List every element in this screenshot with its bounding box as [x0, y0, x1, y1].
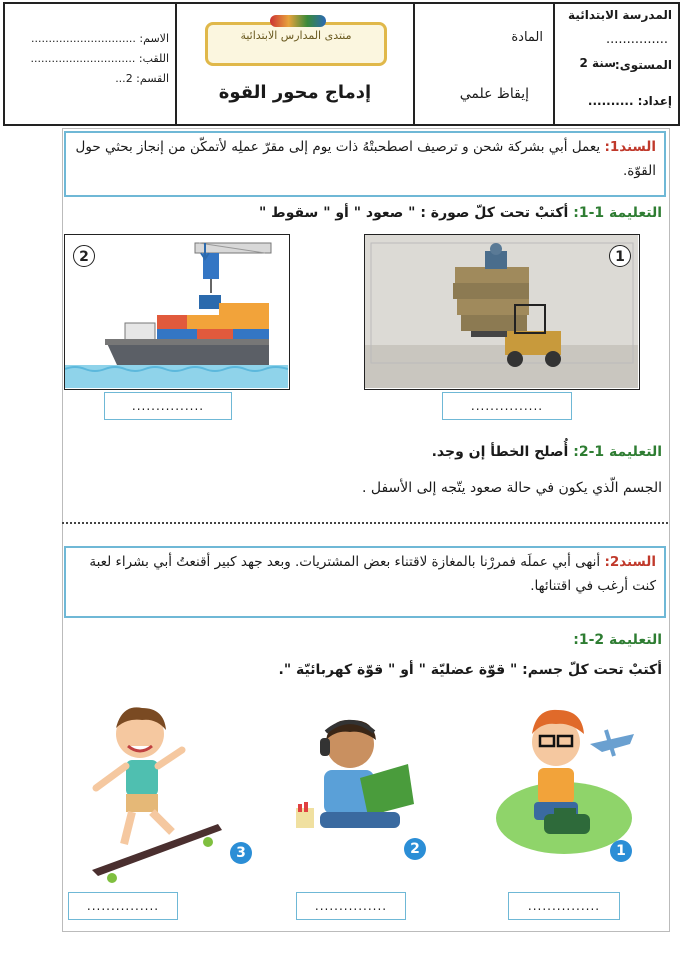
class-field[interactable]: القسم: 2... — [115, 72, 169, 85]
forklift-picture — [364, 234, 640, 390]
task-1-2-text: أُصلح الخطأ إن وجد. — [431, 444, 569, 460]
task-1-2-sentence: الجسم الّذي يكون في حالة صعود يتّجه إلى الأسفل . — [361, 480, 662, 496]
forum-logo: منتدى المدارس الابتدائية — [205, 22, 387, 66]
surname-field[interactable]: اللقب: .............................. — [30, 52, 169, 65]
task-1-2-label: التعليمة 1-2: — [573, 444, 662, 460]
school-blank[interactable]: ............... — [606, 32, 668, 47]
task-2-1-heading — [64, 632, 662, 648]
school-cell — [555, 4, 678, 124]
picture-number-2b: 2 — [404, 838, 426, 860]
subject-value: إيقاظ علمي — [459, 86, 529, 102]
picture-number-2: 2 — [73, 245, 95, 267]
skateboard-kid-icon — [82, 694, 232, 884]
answer-box-kid-1[interactable]: ............... — [508, 892, 620, 920]
cargo-ship-icon — [65, 235, 288, 388]
picture-number-1b: 1 — [610, 840, 632, 862]
subject-cell — [415, 4, 555, 124]
sanad-2-box — [64, 546, 666, 618]
page-title: إدماج محور القوة — [218, 82, 372, 103]
title-cell — [177, 4, 415, 124]
task-1-1-label: التعليمة 1-1: — [573, 205, 662, 221]
task-1-1-text: أكتبْ تحت كلّ صورة : " صعود " أو " سقوط " — [258, 205, 569, 221]
sanad-1-text: يعمل أبي بشركة شحن و ترصيف اصطحبتْهُ ذات يوم إلى مقرّ عملِه لأتمكّن من إنجاز بحثي حول القوّة. — [75, 139, 656, 179]
prepared-by: إعداد: .......... — [587, 94, 672, 108]
forklift-icon — [365, 235, 638, 388]
subject-label: المادة — [511, 30, 543, 45]
task-1-1 — [64, 205, 662, 221]
level-label: المستوى: — [614, 58, 672, 72]
dotted-divider — [62, 522, 668, 524]
name-field[interactable]: الاسم: .............................. — [31, 32, 169, 45]
sanad-1-label: السند1: — [604, 139, 656, 155]
answer-box-picture-1[interactable]: ............... — [442, 392, 572, 420]
sanad-2-text: أنهى أبي عملَه فمررْنا بالمغازة لاقتناء بعض المشتريات. وبعد جهد كبير أقنعتُ أبي بشراء لعبة كنت أرغب في اقتنائها. — [89, 554, 656, 594]
level-value: سنة 2 — [579, 56, 616, 70]
sanad-2-label: السند2: — [604, 554, 656, 570]
task-1-2 — [64, 444, 662, 460]
sanad-1-box — [64, 131, 666, 197]
header-table — [3, 2, 680, 126]
answer-box-kid-2[interactable]: ............... — [296, 892, 406, 920]
ship-crane-picture — [64, 234, 290, 390]
picture-number-1: 1 — [609, 245, 631, 267]
answer-box-picture-2[interactable]: ............... — [104, 392, 232, 420]
task-2-1-label: التعليمة 2-1: — [573, 632, 662, 648]
school-name: المدرسة الابتدائية — [568, 8, 672, 22]
logo-banner-icon — [270, 15, 326, 27]
task-2-1-text: أكتبْ تحت كلّ جسم: " قوّة عضليّة " أو " قوّة كهربائيّة ". — [278, 662, 662, 678]
picture-number-3: 3 — [230, 842, 252, 864]
student-info-cell — [5, 4, 177, 124]
answer-box-kid-3[interactable]: ............... — [68, 892, 178, 920]
laptop-kid-icon — [290, 708, 430, 838]
toy-kid-icon — [494, 698, 644, 858]
